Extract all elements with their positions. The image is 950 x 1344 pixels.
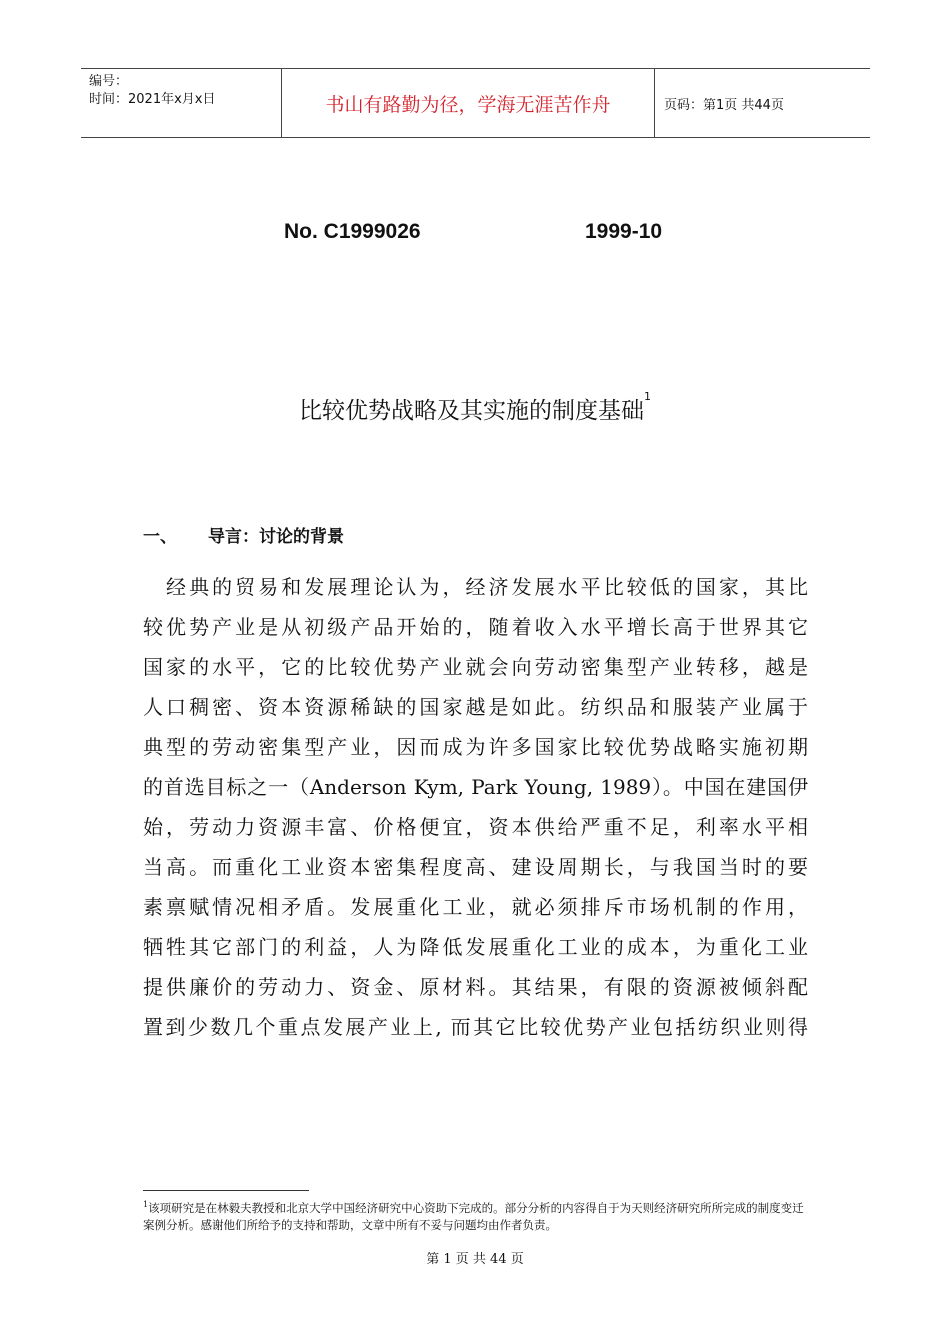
footnote [143, 1196, 808, 1234]
footnote-divider [143, 1190, 309, 1191]
time-label: 时间：2021年x月x日 [89, 92, 216, 107]
header-motto: 书山有路勤为径，学海无涯苦作舟 [281, 69, 655, 137]
body-line: 始，劳动力资源丰富、价格便宜，资本供给严重不足，利率水平相 [143, 815, 808, 839]
footnote-text: 该项研究是在林毅夫教授和北京大学中国经济研究中心资助下完成的。部分分析的内容得自于为天则经济研究所所完成的制度变迁案例分析。感谢他们所给予的支持和帮助，文章中所有不妥与问题均由作者负责。 [143, 1200, 804, 1232]
title-footnote-mark: 1 [644, 390, 651, 403]
body-line: 较优势产业是从初级产品开始的，随着收入水平增长高于世界其它 [143, 615, 808, 639]
section-title: 导言：讨论的背景 [208, 527, 344, 547]
title-text: 比较优势战略及其实施的制度基础 [299, 398, 644, 424]
body-line: 素禀赋情况相矛盾。发展重化工业，就必须排斥市场机制的作用， [143, 895, 808, 919]
body-line: 置到少数几个重点发展产业上, 而其它比较优势产业包括纺织业则得 [143, 1015, 808, 1039]
number-label: 编号： [89, 74, 129, 89]
body-line: 经典的贸易和发展理论认为，经济发展水平比较低的国家，其比 [143, 575, 808, 599]
document-number: No. C1999026 [284, 220, 421, 243]
document-date: 1999-10 [585, 220, 663, 243]
body-line: 提供廉价的劳动力、资金、原材料。其结果，有限的资源被倾斜配 [143, 975, 808, 999]
body-line: 当高。而重化工业资本密集程度高、建设周期长，与我国当时的要 [143, 855, 808, 879]
page-title [0, 392, 950, 425]
page-number-footer: 第 1 页 共 44 页 [426, 1252, 524, 1267]
body-line: 人口稠密、资本资源稀缺的国家越是如此。纺织品和服装产业属于 [143, 695, 808, 719]
footnote-mark: 1 [143, 1200, 149, 1209]
body-line: 国家的水平，它的比较优势产业就会向劳动密集型产业转移，越是 [143, 655, 808, 679]
body-line: 典型的劳动密集型产业，因而成为许多国家比较优势战略实施初期 [143, 735, 808, 759]
section-heading [143, 522, 344, 547]
body-line: 牺牲其它部门的利益，人为降低发展重化工业的成本，为重化工业 [143, 935, 808, 959]
body-line: 的首选目标之一（Anderson Kym, Park Young, 1989）。中国在建国伊 [143, 775, 808, 799]
section-number: 一、 [143, 527, 177, 547]
document-header [81, 68, 870, 138]
header-page-info: 页码：第1页 共44页 [664, 97, 784, 113]
body-paragraph [143, 567, 808, 1047]
header-meta [81, 69, 281, 137]
